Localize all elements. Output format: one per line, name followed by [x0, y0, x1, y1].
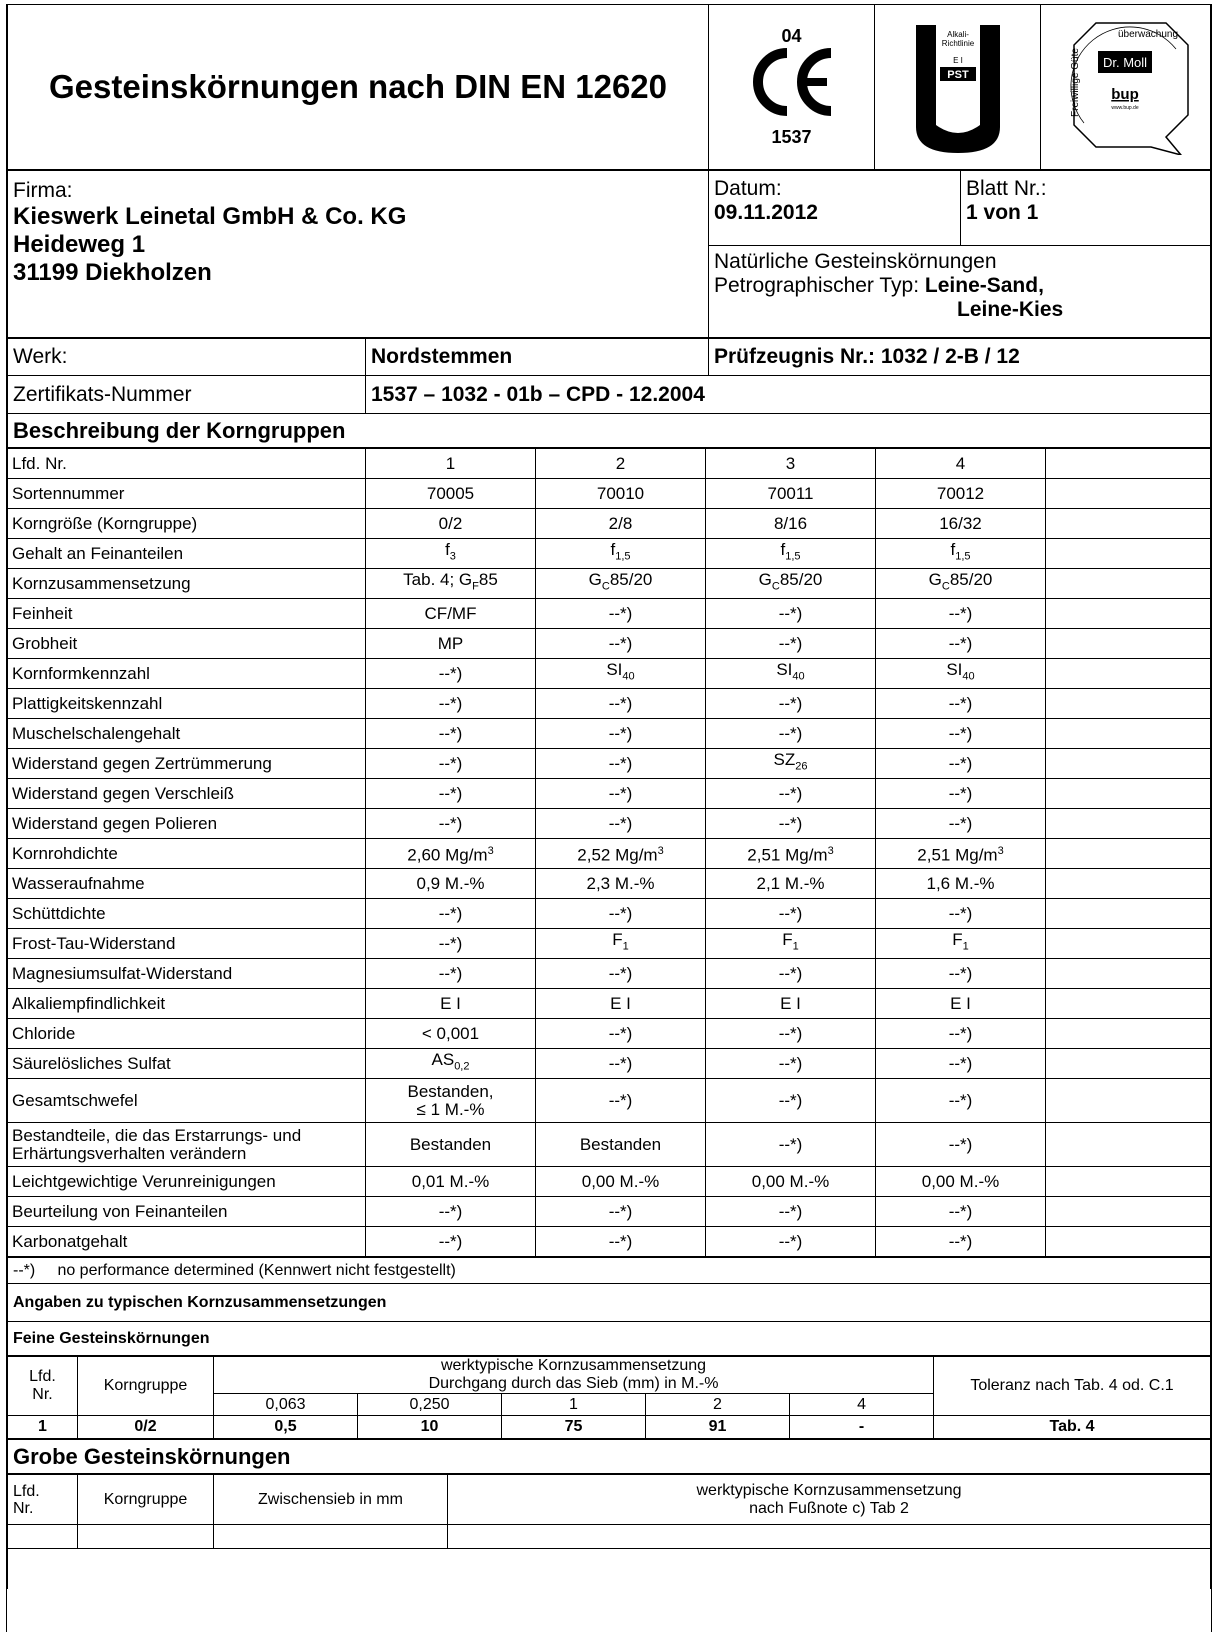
fine-row-passing: 75 — [502, 1416, 646, 1439]
property-row — [8, 869, 1211, 899]
property-value: --*) — [706, 1019, 876, 1049]
coarse-empty-cell — [214, 1525, 448, 1549]
werk-table — [7, 338, 1211, 448]
property-value: 2,51 $Mg/m^3$ — [706, 839, 876, 869]
property-label: Bestandteile, die das Erstarrungs- und Erhärtungsverhalten verändern — [8, 1123, 366, 1167]
property-value: 70012 — [876, 479, 1046, 509]
ce-number-top: 04 — [781, 26, 802, 46]
empty-column-cell — [1046, 899, 1211, 929]
property-value: --*) — [876, 689, 1046, 719]
empty-column-cell — [1046, 929, 1211, 959]
property-value: Bestanden — [536, 1123, 706, 1167]
alkali-logo — [875, 5, 1041, 170]
property-value: --*) — [536, 599, 706, 629]
property-value: --*) — [876, 779, 1046, 809]
property-value: $SZ_{26}$ — [706, 749, 876, 779]
sieve-size: 1 — [502, 1394, 646, 1416]
property-value: --*) — [366, 1197, 536, 1227]
empty-column-cell — [1046, 689, 1211, 719]
property-value: 0,00 M.-% — [536, 1167, 706, 1197]
sieve-size: 4 — [790, 1394, 934, 1416]
fine-col-group: Korngruppe — [78, 1357, 214, 1416]
property-value: $G_C85/20$ — [706, 569, 876, 599]
date-label: Datum: — [714, 177, 782, 200]
property-value: 70005 — [366, 479, 536, 509]
company-table — [7, 170, 1211, 338]
property-value: --*) — [706, 899, 876, 929]
fine-row-tolerance: Tab. 4 — [934, 1416, 1211, 1439]
quality-text-top: überwachung — [1117, 28, 1178, 40]
property-value: 0,00 M.-% — [876, 1167, 1046, 1197]
fine-title: Feine Gesteinskörnungen — [8, 1322, 1211, 1356]
property-value: --*) — [366, 929, 536, 959]
property-value: --*) — [366, 749, 536, 779]
property-value: --*) — [876, 1049, 1046, 1079]
property-value: 2,1 M.-% — [706, 869, 876, 899]
empty-column-cell — [1046, 629, 1211, 659]
property-label: Kornrohdichte — [8, 839, 366, 869]
werk-value: Nordstemmen — [366, 339, 709, 376]
empty-column-cell — [1046, 479, 1211, 509]
property-value: 1 — [366, 449, 536, 479]
property-row — [8, 689, 1211, 719]
property-value: --*) — [876, 629, 1046, 659]
property-row — [8, 479, 1211, 509]
property-value: E I — [706, 989, 876, 1019]
empty-column-cell — [1046, 779, 1211, 809]
coarse-col-sieve: Zwischensieb in mm — [214, 1475, 448, 1525]
property-label: Leichtgewichtige Verunreinigungen — [8, 1167, 366, 1197]
property-row — [8, 599, 1211, 629]
property-value: 2,51 $Mg/m^3$ — [876, 839, 1046, 869]
fine-header-line2: Durchgang durch das Sieb (mm) in M.-% — [428, 1375, 719, 1392]
empty-column-cell — [1046, 869, 1211, 899]
property-label: Gehalt an Feinanteilen — [8, 539, 366, 569]
sieve-size: 0,063 — [214, 1394, 358, 1416]
quality-seal — [1041, 5, 1211, 170]
fine-row-passing: - — [790, 1416, 934, 1439]
property-row — [8, 509, 1211, 539]
property-value: 2,3 M.-% — [536, 869, 706, 899]
sieve-size: 0,250 — [358, 1394, 502, 1416]
header-table — [7, 5, 1211, 170]
property-value: Bestanden — [366, 1123, 536, 1167]
property-value: $f_{1,5}$ — [876, 539, 1046, 569]
property-value: --*) — [706, 779, 876, 809]
property-row — [8, 959, 1211, 989]
property-row — [8, 449, 1211, 479]
werk-label: Werk: — [8, 339, 366, 376]
empty-column-cell — [1046, 1019, 1211, 1049]
fine-row-group: 0/2 — [78, 1416, 214, 1439]
property-value: 1,6 M.-% — [876, 869, 1046, 899]
property-label: Widerstand gegen Polieren — [8, 809, 366, 839]
certificate-sheet — [6, 4, 1212, 1632]
property-value: $SI_{40}$ — [876, 659, 1046, 689]
empty-column-cell — [1046, 1123, 1211, 1167]
property-value: 2/8 — [536, 509, 706, 539]
property-row — [8, 1123, 1211, 1167]
property-row — [8, 809, 1211, 839]
property-label: Wasseraufnahme — [8, 869, 366, 899]
quality-text-vertical: Freiwillige Güte — [1069, 47, 1081, 117]
property-value: --*) — [366, 719, 536, 749]
property-value: $SI_{40}$ — [536, 659, 706, 689]
property-row — [8, 749, 1211, 779]
property-label: Sortennummer — [8, 479, 366, 509]
property-row — [8, 929, 1211, 959]
property-value: 0,9 M.-% — [366, 869, 536, 899]
property-value: --*) — [536, 959, 706, 989]
property-value: --*) — [706, 629, 876, 659]
property-row — [8, 719, 1211, 749]
property-value: $G_C85/20$ — [876, 569, 1046, 599]
property-value: --*) — [706, 1227, 876, 1257]
property-value: --*) — [366, 809, 536, 839]
property-value: 0/2 — [366, 509, 536, 539]
coarse-empty-cell — [78, 1525, 214, 1549]
property-value: --*) — [706, 719, 876, 749]
property-row — [8, 779, 1211, 809]
property-value: --*) — [876, 719, 1046, 749]
property-value: --*) — [536, 689, 706, 719]
page-title: Gesteinskörnungen nach DIN EN 12620 — [8, 5, 709, 170]
property-value: $F_1$ — [876, 929, 1046, 959]
quality-brand2: bup — [1110, 85, 1139, 103]
section-title: Beschreibung der Korngruppen — [8, 414, 1211, 448]
property-value: E I — [536, 989, 706, 1019]
property-value: 70011 — [706, 479, 876, 509]
property-value: --*) — [706, 1197, 876, 1227]
property-value: --*) — [876, 809, 1046, 839]
property-row — [8, 1079, 1211, 1123]
empty-column-cell — [1046, 989, 1211, 1019]
empty-column-cell — [1046, 1227, 1211, 1257]
property-value: 4 — [876, 449, 1046, 479]
date-value: 09.11.2012 — [714, 201, 818, 224]
property-label: Beurteilung von Feinanteilen — [8, 1197, 366, 1227]
property-row — [8, 1049, 1211, 1079]
property-value: $f_{1,5}$ — [706, 539, 876, 569]
property-value: --*) — [706, 959, 876, 989]
coarse-table — [7, 1474, 1211, 1589]
property-value: --*) — [536, 749, 706, 779]
property-row — [8, 569, 1211, 599]
ce-mark-icon — [747, 47, 837, 127]
footnote: --*) no performance determined (Kennwert nicht festgestellt) — [8, 1258, 1211, 1284]
property-value: --*) — [876, 1227, 1046, 1257]
property-row — [8, 1227, 1211, 1257]
property-label: Magnesiumsulfat-Widerstand — [8, 959, 366, 989]
property-value: --*) — [366, 779, 536, 809]
property-value: --*) — [876, 1197, 1046, 1227]
property-value: Tab. 4; $G_F85$ — [366, 569, 536, 599]
property-value: < 0,001 — [366, 1019, 536, 1049]
property-value: --*) — [536, 719, 706, 749]
property-label: Widerstand gegen Zertrümmerung — [8, 749, 366, 779]
property-value: $G_C85/20$ — [536, 569, 706, 599]
cert-label: Zertifikats-Nummer — [8, 376, 366, 414]
properties-table — [7, 448, 1211, 1257]
company-street: Heideweg 1 — [13, 231, 146, 258]
coarse-title: Grobe Gesteinskörnungen — [8, 1440, 1211, 1474]
property-label: Grobheit — [8, 629, 366, 659]
sheet-value: 1 von 1 — [966, 201, 1039, 224]
property-value: 70010 — [536, 479, 706, 509]
fine-table — [7, 1356, 1211, 1439]
empty-column-cell — [1046, 659, 1211, 689]
coarse-col-lfd: Lfd. Nr. — [8, 1475, 78, 1525]
property-label: Feinheit — [8, 599, 366, 629]
type-line1: Natürliche Gesteinskörnungen — [714, 250, 997, 273]
property-value: E I — [366, 989, 536, 1019]
quality-brand1: Dr. Moll — [1102, 54, 1147, 70]
property-value: --*) — [536, 899, 706, 929]
property-value: $F_1$ — [706, 929, 876, 959]
property-label: Säurelösliches Sulfat — [8, 1049, 366, 1079]
company-city: 31199 Diekholzen — [13, 259, 212, 286]
company-name: Kieswerk Leinetal GmbH & Co. KG — [13, 203, 407, 230]
fine-header — [214, 1357, 934, 1394]
coarse-empty-cell — [8, 1525, 78, 1549]
sheet-label: Blatt Nr.: — [966, 177, 1047, 200]
coarse-header-line1: werktypische Kornzusammensetzung — [696, 1481, 962, 1499]
property-value: 3 — [706, 449, 876, 479]
property-value: 16/32 — [876, 509, 1046, 539]
property-value: --*) — [366, 899, 536, 929]
property-row — [8, 1167, 1211, 1197]
property-value: --*) — [876, 899, 1046, 929]
report-number: Prüfzeugnis Nr.: 1032 / 2-B / 12 — [709, 339, 1211, 376]
property-row — [8, 629, 1211, 659]
fine-row-passing: 91 — [646, 1416, 790, 1439]
fine-col-tolerance: Toleranz nach Tab. 4 od. C.1 — [934, 1357, 1211, 1416]
alkali-guideline-icon — [912, 15, 1004, 155]
property-row — [8, 1019, 1211, 1049]
property-value: --*) — [876, 1019, 1046, 1049]
property-value: E I — [876, 989, 1046, 1019]
type-label: Petrographischer Typ: — [714, 274, 920, 297]
coarse-title-table — [7, 1439, 1211, 1474]
property-value: --*) — [706, 1123, 876, 1167]
empty-column-cell — [1046, 569, 1211, 599]
property-label: Lfd. Nr. — [8, 449, 366, 479]
company-cell — [8, 171, 709, 338]
typical-title: Angaben zu typischen Kornzusammensetzungen — [8, 1284, 1211, 1322]
fine-row-lfd: 1 — [8, 1416, 78, 1439]
property-value: --*) — [876, 1123, 1046, 1167]
property-value: --*) — [706, 809, 876, 839]
property-value: 0,00 M.-% — [706, 1167, 876, 1197]
property-label: Plattigkeitskennzahl — [8, 689, 366, 719]
property-label: Alkaliempfindlichkeit — [8, 989, 366, 1019]
fine-col-lfd: Lfd. Nr. — [8, 1357, 78, 1416]
property-value: --*) — [706, 1049, 876, 1079]
property-value: 2 — [536, 449, 706, 479]
empty-column-cell — [1046, 809, 1211, 839]
fine-header-line1: werktypische Kornzusammensetzung — [441, 1357, 707, 1374]
property-value: --*) — [706, 1079, 876, 1123]
ce-mark-logo — [709, 5, 875, 170]
cert-value: 1537 – 1032 - 01b – CPD - 12.2004 — [366, 376, 1211, 414]
property-value: --*) — [366, 1227, 536, 1257]
coarse-empty-cell — [448, 1525, 1211, 1549]
property-row — [8, 1197, 1211, 1227]
property-value: --*) — [876, 1079, 1046, 1123]
property-value: --*) — [366, 659, 536, 689]
empty-column-cell — [1046, 539, 1211, 569]
property-value: 8/16 — [706, 509, 876, 539]
fine-row-passing: 10 — [358, 1416, 502, 1439]
company-label: Firma: — [13, 179, 73, 202]
property-label: Frost-Tau-Widerstand — [8, 929, 366, 959]
property-value: CF/MF — [366, 599, 536, 629]
property-value: --*) — [536, 1049, 706, 1079]
empty-column-cell — [1046, 1079, 1211, 1123]
property-label: Gesamtschwefel — [8, 1079, 366, 1123]
property-label: Chloride — [8, 1019, 366, 1049]
property-label: Muschelschalengehalt — [8, 719, 366, 749]
property-value: --*) — [536, 1019, 706, 1049]
property-value: --*) — [876, 959, 1046, 989]
property-value: 2,60 $Mg/m^3$ — [366, 839, 536, 869]
sieve-size: 2 — [646, 1394, 790, 1416]
property-value: --*) — [706, 599, 876, 629]
property-label: Korngröße (Korngruppe) — [8, 509, 366, 539]
property-value: $f_{1,5}$ — [536, 539, 706, 569]
quality-url: www.bup.de — [1110, 104, 1139, 111]
type-cell — [709, 246, 1211, 338]
empty-column-cell — [1046, 1049, 1211, 1079]
date-cell — [709, 171, 961, 246]
empty-column-cell — [1046, 1167, 1211, 1197]
ce-number-bottom: 1537 — [771, 127, 812, 147]
property-label: Kornzusammensetzung — [8, 569, 366, 599]
property-value: 2,52 $Mg/m^3$ — [536, 839, 706, 869]
property-value: $F_1$ — [536, 929, 706, 959]
coarse-remaining-area — [8, 1549, 1211, 1589]
alkali-brand: PST — [946, 68, 969, 81]
property-value: --*) — [706, 689, 876, 719]
property-value: --*) — [536, 1197, 706, 1227]
property-value: MP — [366, 629, 536, 659]
property-row — [8, 899, 1211, 929]
sheet-cell — [961, 171, 1211, 246]
empty-column-cell — [1046, 599, 1211, 629]
property-row — [8, 989, 1211, 1019]
empty-column-cell — [1046, 509, 1211, 539]
property-value: --*) — [536, 1079, 706, 1123]
footnote-table — [7, 1257, 1211, 1356]
property-label: Schüttdichte — [8, 899, 366, 929]
alkali-label-line2: Richtlinie — [941, 38, 974, 48]
alkali-label-line1: Alkali- — [946, 29, 969, 39]
property-value: --*) — [536, 629, 706, 659]
property-value: --*) — [536, 1227, 706, 1257]
empty-column-cell — [1046, 959, 1211, 989]
property-label: Widerstand gegen Verschleiß — [8, 779, 366, 809]
alkali-class: E I — [952, 55, 963, 65]
coarse-header-line2: nach Fußnote c) Tab 2 — [749, 1499, 909, 1517]
coarse-header — [448, 1475, 1211, 1525]
quality-seal-icon — [1056, 15, 1196, 155]
property-value: $SI_{40}$ — [706, 659, 876, 689]
empty-column-cell — [1046, 449, 1211, 479]
property-value: --*) — [366, 689, 536, 719]
type-value2: Leine-Kies — [957, 298, 1064, 321]
property-value: --*) — [366, 959, 536, 989]
property-row — [8, 539, 1211, 569]
property-value: Bestanden, ≤ 1 M.-% — [366, 1079, 536, 1123]
property-value: --*) — [536, 779, 706, 809]
property-value: $AS_{0,2}$ — [366, 1049, 536, 1079]
property-row — [8, 839, 1211, 869]
empty-column-cell — [1046, 719, 1211, 749]
property-value: --*) — [876, 749, 1046, 779]
property-value: $f_3$ — [366, 539, 536, 569]
property-value: --*) — [876, 599, 1046, 629]
type-value1: Leine-Sand, — [924, 274, 1044, 297]
coarse-col-group: Korngruppe — [78, 1475, 214, 1525]
property-row — [8, 659, 1211, 689]
fine-row-passing: 0,5 — [214, 1416, 358, 1439]
empty-column-cell — [1046, 839, 1211, 869]
property-label: Karbonatgehalt — [8, 1227, 366, 1257]
property-value: 0,01 M.-% — [366, 1167, 536, 1197]
property-value: --*) — [536, 809, 706, 839]
empty-column-cell — [1046, 749, 1211, 779]
empty-column-cell — [1046, 1197, 1211, 1227]
property-label: Kornformkennzahl — [8, 659, 366, 689]
